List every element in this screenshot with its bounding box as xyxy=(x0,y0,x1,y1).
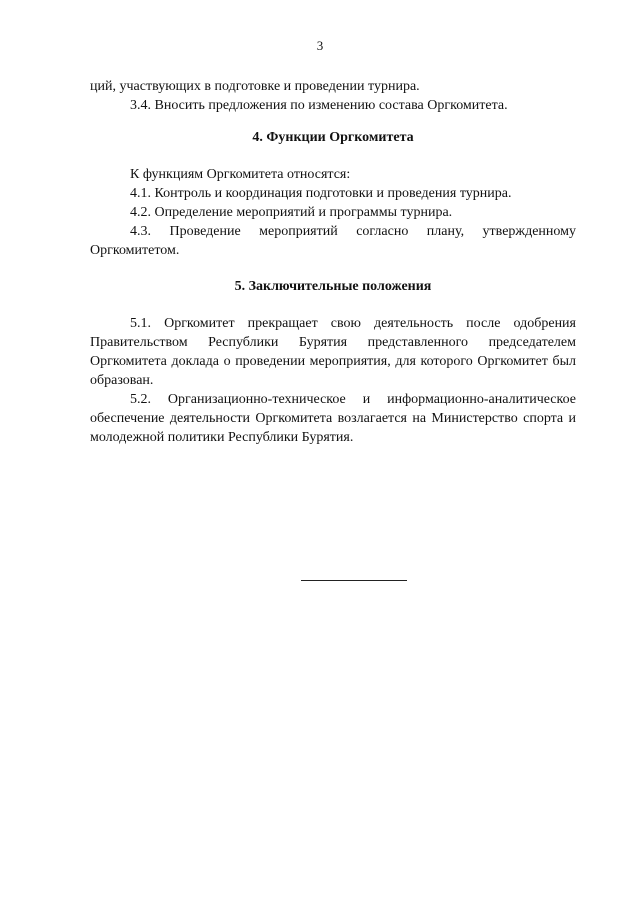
closing-rule xyxy=(301,580,407,581)
document-body xyxy=(90,77,576,447)
paragraph-4-3: 4.3. Проведение мероприятий согласно плану, утвержденному Оргкомитетом. xyxy=(90,224,576,258)
page-number: 3 xyxy=(316,38,324,53)
paragraph-5-1: 5.1. Оргкомитет прекращает свою деятельность после одобрения Правительством Республики Бурятия представленного председателем Оргкомитета доклада о проведении мероприятия, для которого Оргкомитет был образован. xyxy=(90,316,576,388)
paragraph-3-4: 3.4. Вносить предложения по изменению состава Оргкомитета. xyxy=(130,98,508,113)
section-heading-5: 5. Заключительные положения xyxy=(234,279,432,294)
paragraph-4-intro: К функциям Оргкомитета относятся: xyxy=(130,167,351,182)
paragraph-5-2: 5.2. Организационно-техническое и информационно-аналитическое обеспечение деятельности Оргкомитета возлагается на Министерство спорта и молодежной политики Республики Бурятия. xyxy=(90,392,576,445)
paragraph-continuation: ций, участвующих в подготовке и проведении турнира. xyxy=(90,79,420,94)
section-heading-4: 4. Функции Оргкомитета xyxy=(252,130,414,145)
paragraph-4-2: 4.2. Определение мероприятий и программы турнира. xyxy=(130,205,453,220)
paragraph-4-1: 4.1. Контроль и координация подготовки и проведения турнира. xyxy=(130,186,512,201)
